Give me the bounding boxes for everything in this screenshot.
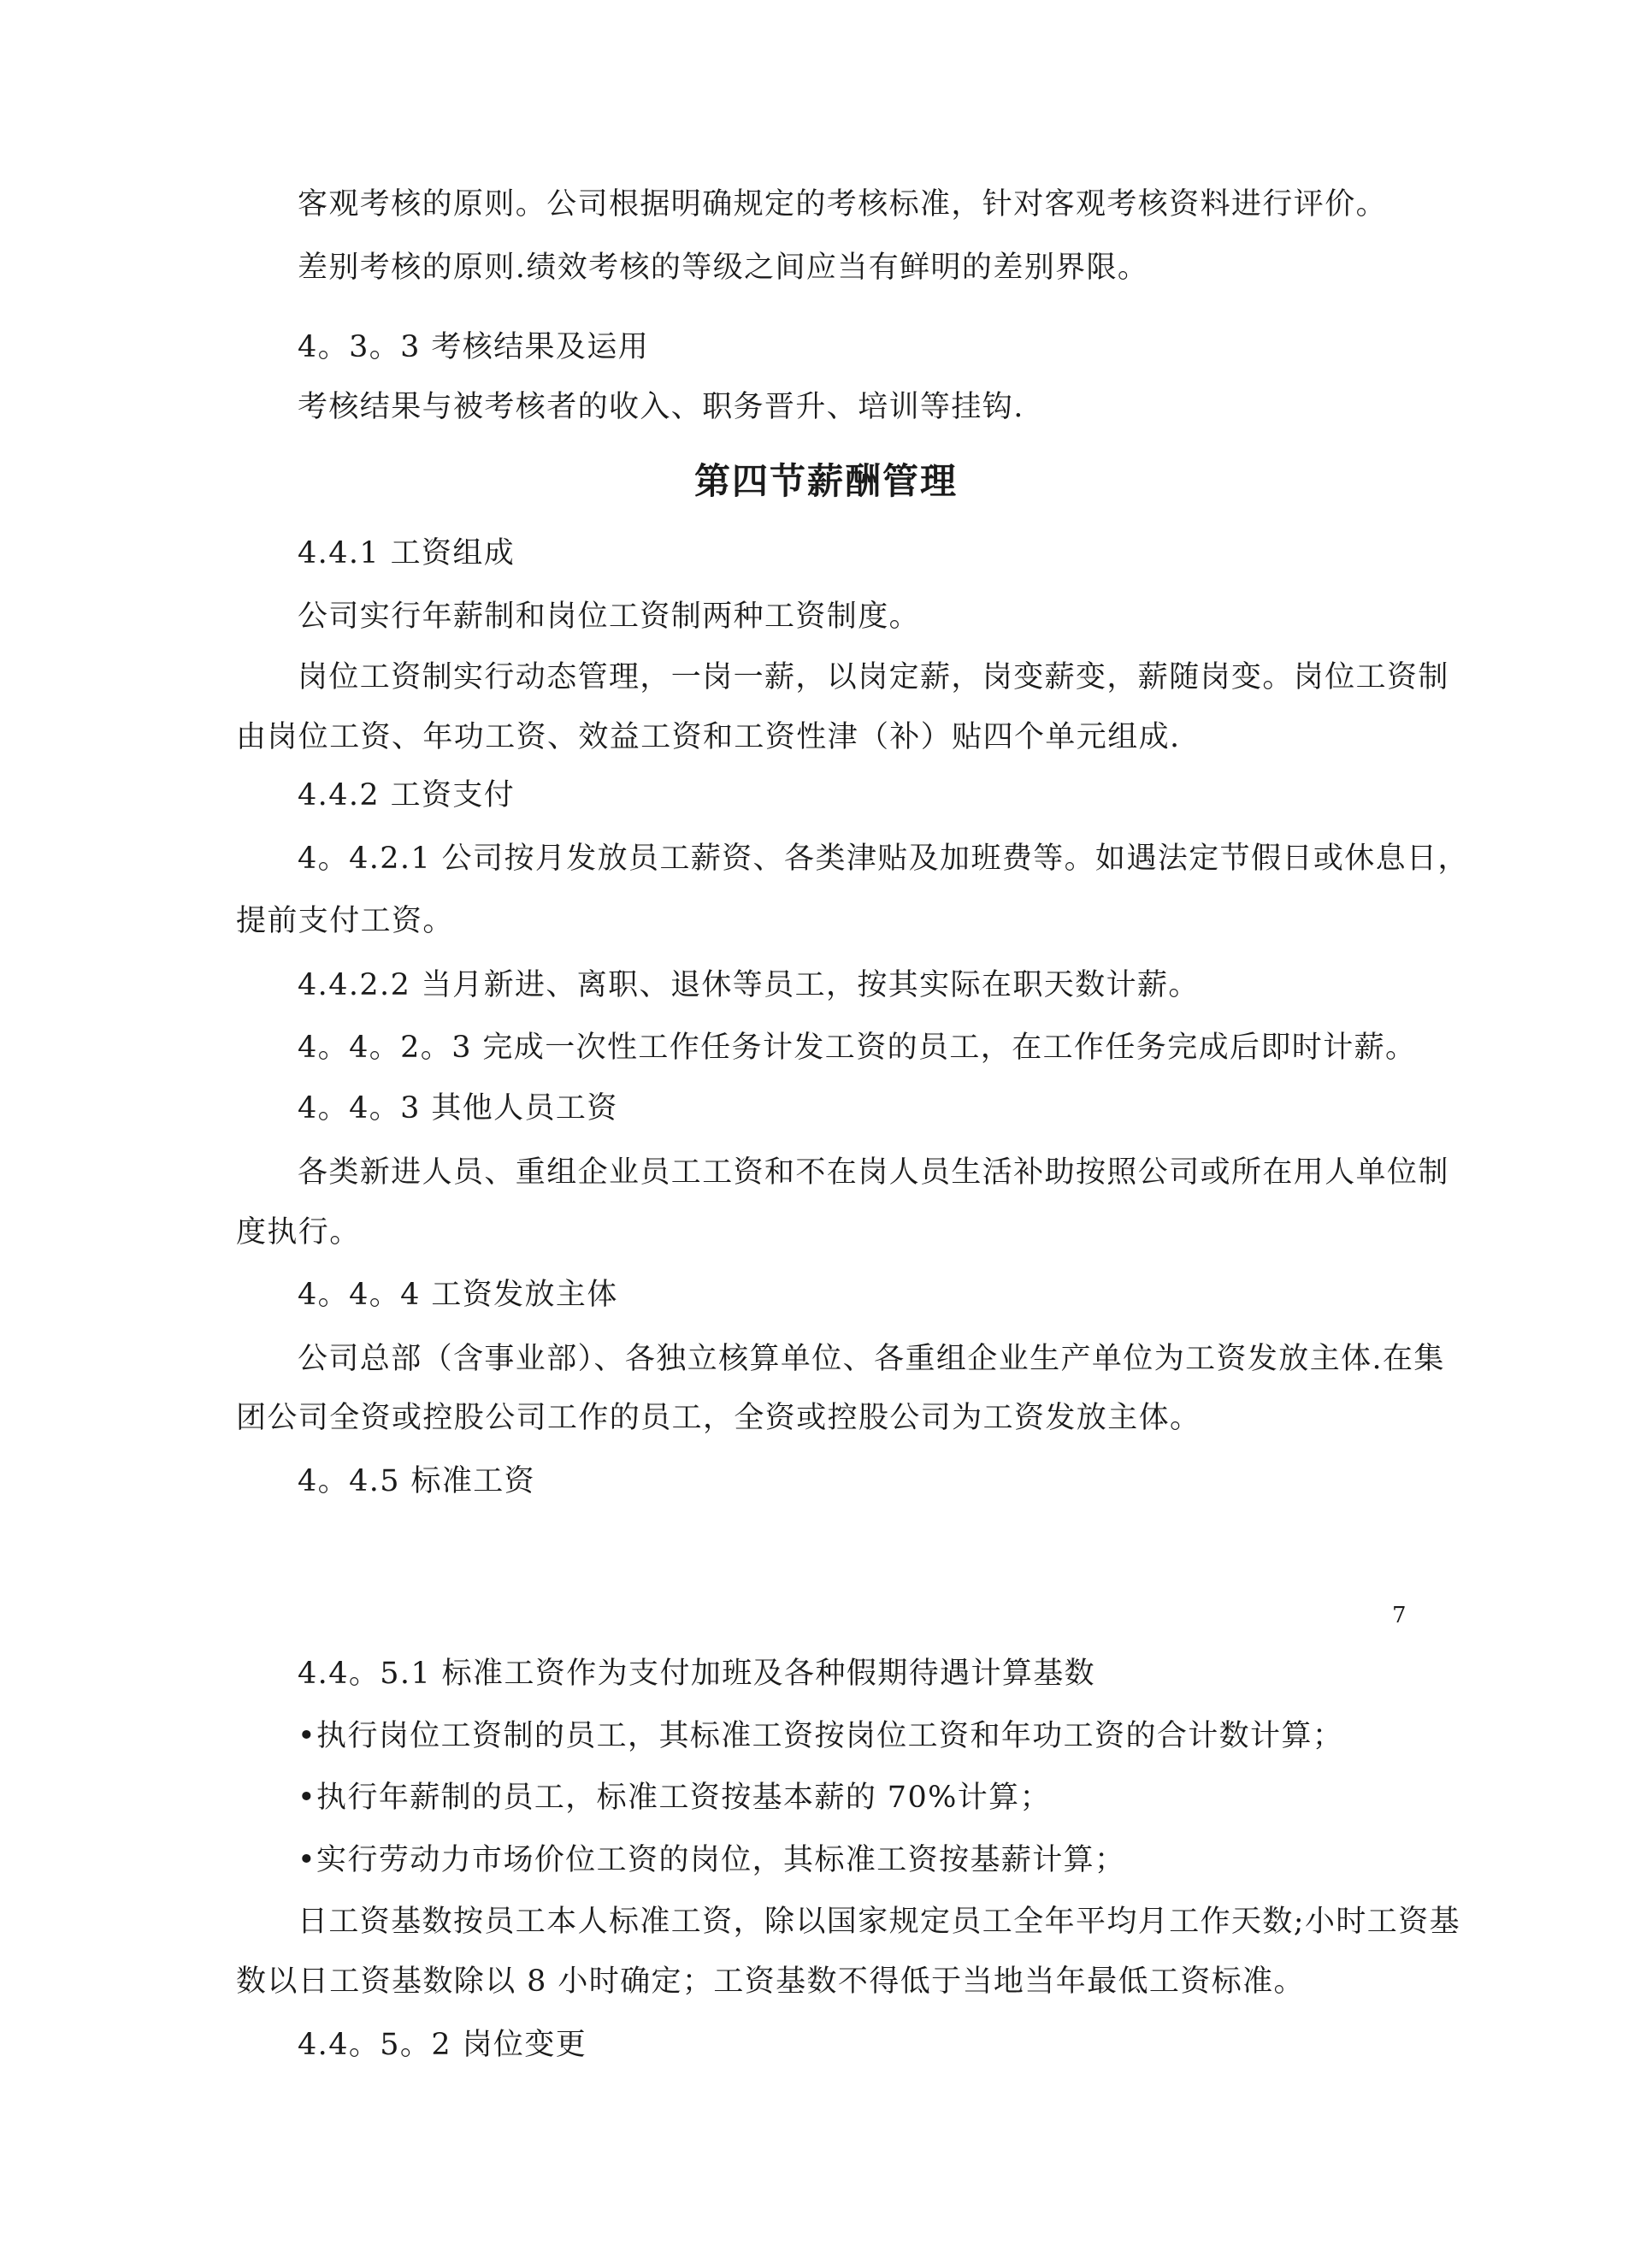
paragraph-line: 日工资基数按员工本人标准工资，除以国家规定员工全年平均月工作天数;小时工资基 [298, 1905, 1460, 1939]
paragraph-line: 由岗位工资、年功工资、效益工资和工资性津（补）贴四个单元组成. [236, 720, 1181, 754]
paragraph-line: 各类新进人员、重组企业员工工资和不在岗人员生活补助按照公司或所在用人单位制 [298, 1155, 1449, 1190]
section-title: 第四节薪酬管理 [693, 460, 958, 502]
paragraph-line: 差别考核的原则.绩效考核的等级之间应当有鲜明的差别界限。 [298, 251, 1149, 285]
list-item: •执行岗位工资制的员工，其标准工资按岗位工资和年功工资的合计数计算； [298, 1719, 1344, 1753]
subsection-heading: 4。4.5 标准工资 [298, 1464, 536, 1498]
subsection-heading: 4.4.2 工资支付 [298, 778, 516, 812]
subsection-heading: 4.4。5。2 岗位变更 [298, 2028, 587, 2062]
paragraph-line: 4。4。2。3 完成一次性工作任务计发工资的员工，在工作任务完成后即时计薪。 [298, 1031, 1417, 1065]
subsection-heading: 4.4。5.1 标准工资作为支付加班及各种假期待遇计算基数 [298, 1657, 1096, 1691]
list-item: •实行劳动力市场价位工资的岗位，其标准工资按基薪计算； [298, 1843, 1126, 1877]
paragraph-line: 公司总部（含事业部）、各独立核算单位、各重组企业生产单位为工资发放主体.在集 [298, 1342, 1445, 1376]
paragraph-line: 团公司全资或控股公司工作的员工，全资或控股公司为工资发放主体。 [236, 1401, 1201, 1435]
paragraph-line: 4.4.2.2 当月新进、离职、退休等员工，按其实际在职天数计薪。 [298, 968, 1200, 1002]
subsection-heading: 4。4。4 工资发放主体 [298, 1278, 618, 1312]
subsection-heading: 4。3。3 考核结果及运用 [298, 330, 650, 364]
paragraph-line: 数以日工资基数除以 8 小时确定；工资基数不得低于当地当年最低工资标准。 [236, 1964, 1305, 1999]
paragraph-line: 公司实行年薪制和岗位工资制两种工资制度。 [298, 600, 921, 634]
paragraph-line: 岗位工资制实行动态管理，一岗一薪，以岗定薪，岗变薪变，薪随岗变。岗位工资制 [298, 660, 1449, 694]
paragraph-line: 度执行。 [236, 1215, 361, 1250]
paragraph-line: 考核结果与被考核者的收入、职务晋升、培训等挂钩. [298, 390, 1024, 424]
paragraph-line: 提前支付工资。 [236, 904, 454, 938]
page-number: 7 [1392, 1603, 1407, 1628]
paragraph-line: 客观考核的原则。公司根据明确规定的考核标准，针对客观考核资料进行评价。 [298, 187, 1388, 222]
list-item: •执行年薪制的员工，标准工资按基本薪的 70%计算； [298, 1781, 1051, 1815]
subsection-heading: 4。4。3 其他人员工资 [298, 1091, 618, 1126]
paragraph-line: 4。4.2.1 公司按月发放员工薪资、各类津贴及加班费等。如遇法定节假日或休息日， [298, 842, 1469, 876]
subsection-heading: 4.4.1 工资组成 [298, 536, 516, 570]
